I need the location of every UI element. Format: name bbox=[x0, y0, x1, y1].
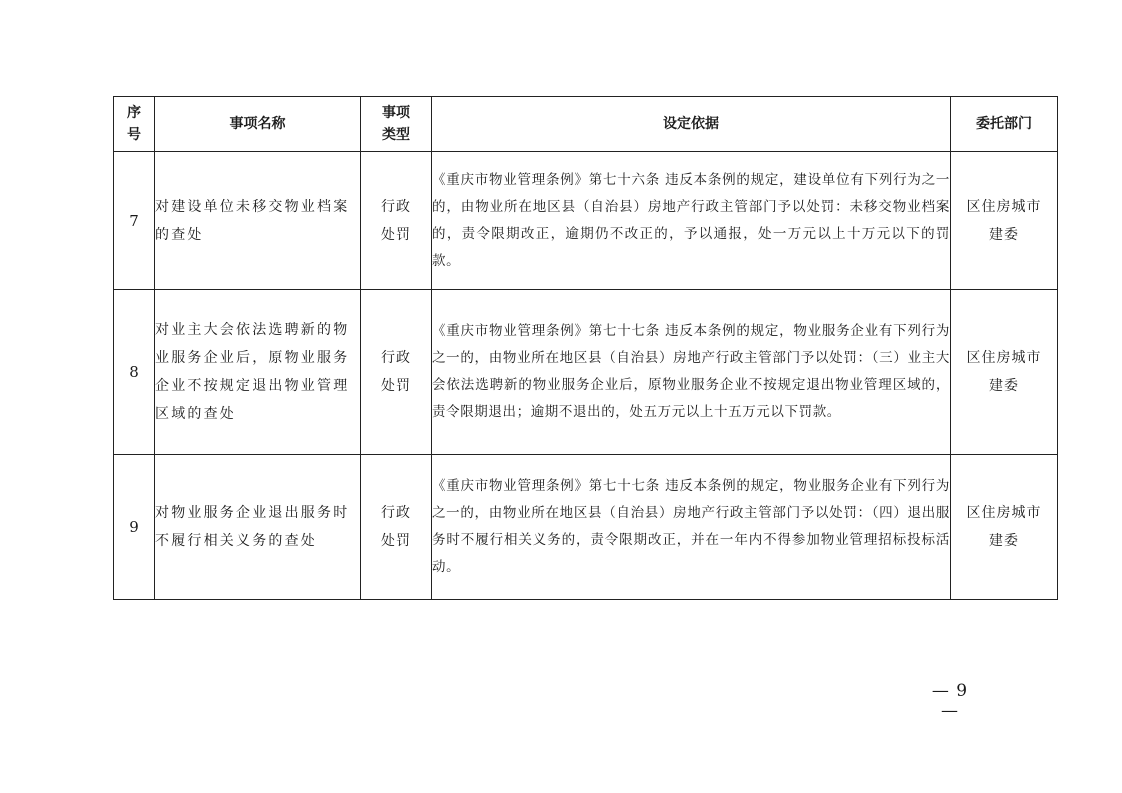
row-item-name: 对业主大会依法选聘新的物业服务企业后，原物业服务企业不按规定退出物业管理区域的查处 bbox=[155, 290, 361, 455]
page-number: — 9 — bbox=[931, 681, 969, 721]
row-legal-basis: 《重庆市物业管理条例》第七十七条 违反本条例的规定，物业服务企业有下列行为之一的，由物业所在地区县（自治县）房地产行政主管部门予以处罚：（四）退出服务时不履行相关义务的，责令限期改正，并在一年内不得参加物业管理招标投标活动。 bbox=[432, 455, 951, 600]
row-item-type: 行政处罚 bbox=[361, 152, 432, 290]
row-serial-number: 8 bbox=[114, 290, 155, 455]
row-serial-number: 9 bbox=[114, 455, 155, 600]
header-serial-number: 序 号 bbox=[114, 97, 155, 152]
row-legal-basis: 《重庆市物业管理条例》第七十七条 违反本条例的规定，物业服务企业有下列行为之一的，由物业所在地区县（自治县）房地产行政主管部门予以处罚：（三）业主大会依法选聘新的物业服务企业后，原物业服务企业不按规定退出物业管理区域的，责令限期退出；逾期不退出的，处五万元以上十五万元以下罚款。 bbox=[432, 290, 951, 455]
table-row bbox=[114, 455, 1058, 600]
header-item-name: 事项名称 bbox=[155, 97, 361, 152]
row-item-name: 对物业服务企业退出服务时不履行相关义务的查处 bbox=[155, 455, 361, 600]
row-item-name: 对建设单位未移交物业档案的查处 bbox=[155, 152, 361, 290]
table-row bbox=[114, 290, 1058, 455]
row-item-type: 行政处罚 bbox=[361, 455, 432, 600]
row-entrusted-department: 区住房城市建委 bbox=[951, 152, 1058, 290]
table-row bbox=[114, 152, 1058, 290]
header-entrusted-department: 委托部门 bbox=[951, 97, 1058, 152]
row-item-type: 行政处罚 bbox=[361, 290, 432, 455]
table-header-row bbox=[114, 97, 1058, 152]
row-entrusted-department: 区住房城市建委 bbox=[951, 290, 1058, 455]
row-serial-number: 7 bbox=[114, 152, 155, 290]
header-legal-basis: 设定依据 bbox=[432, 97, 951, 152]
authorization-items-table bbox=[113, 96, 1058, 600]
row-legal-basis: 《重庆市物业管理条例》第七十六条 违反本条例的规定，建设单位有下列行为之一的，由物业所在地区县（自治县）房地产行政主管部门予以处罚：未移交物业档案的，责令限期改正，逾期仍不改正的，予以通报，处一万元以上十万元以下的罚款。 bbox=[432, 152, 951, 290]
header-item-type: 事项 类型 bbox=[361, 97, 432, 152]
row-entrusted-department: 区住房城市建委 bbox=[951, 455, 1058, 600]
